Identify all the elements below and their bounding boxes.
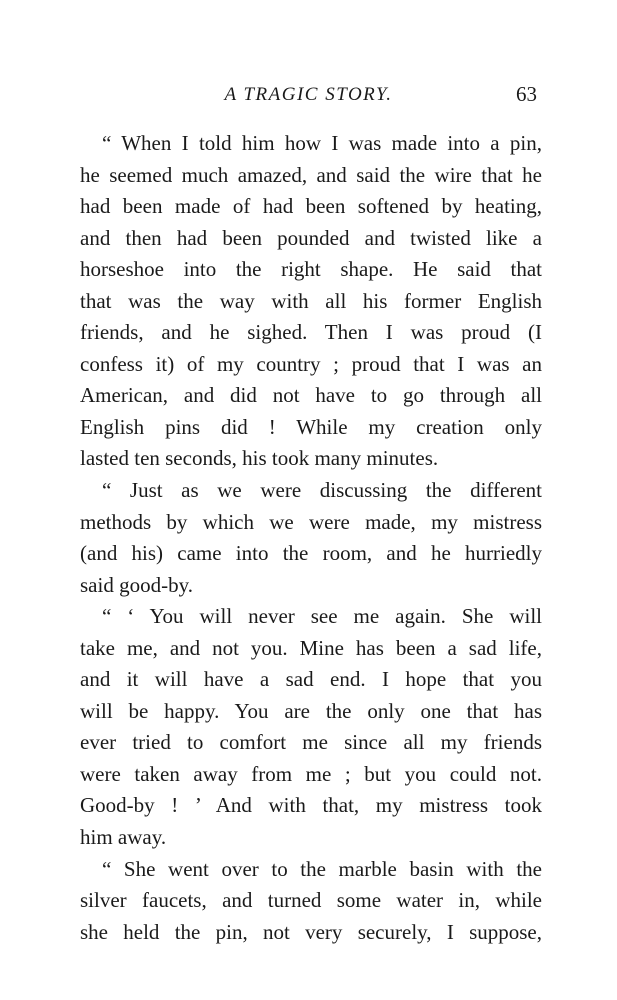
text-line: Good-by ! ’ And with that, my mistress took (80, 793, 542, 818)
text-line: take me, and not you. Mine has been a sad life, (80, 635, 542, 660)
text-line: had been made of had been softened by heating, (80, 194, 542, 219)
running-title: A TRAGIC STORY. (224, 84, 393, 105)
text-line: horseshoe into the right shape. He said that (80, 257, 542, 282)
text-line: and it will have a sad end. I hope that you (80, 667, 542, 692)
text-line: friends, and he sighed. Then I was proud (I (80, 320, 542, 345)
text-line: “ ‘ You will never see me again. She will (102, 604, 542, 629)
text-line: “ When I told him how I was made into a pin, (102, 131, 542, 155)
text-line: and then had been pounded and twisted like a (80, 225, 542, 250)
text-line: will be happy. You are the only one that has (80, 698, 542, 723)
text-line: him away. (80, 825, 167, 850)
text-line: she held the pin, not very securely, I suppose, (80, 919, 542, 944)
text-line: “ She went over to the marble basin with the (102, 856, 542, 881)
text-line: American, and did not have to go through all (80, 383, 542, 408)
text-line: confess it) of my country ; proud that I was an (80, 351, 542, 376)
text-line: were taken away from me ; but you could not. (80, 761, 542, 786)
text-line: methods by which we were made, my mistress (80, 509, 542, 534)
text-line: he seemed much amazed, and said the wire that he (80, 162, 542, 187)
text-line: “ Just as we were discussing the different (102, 478, 542, 503)
text-line: lasted ten seconds, his took many minutes. (80, 446, 439, 471)
text-line: silver faucets, and turned some water in, while (80, 888, 542, 913)
body-text (80, 128, 542, 948)
text-line: (and his) came into the room, and he hurriedly (80, 541, 542, 566)
text-line: said good-by. (80, 572, 193, 597)
text-line: English pins did ! While my creation only (80, 414, 542, 439)
running-head (0, 82, 617, 112)
text-line: ever tried to comfort me since all my friends (80, 730, 542, 755)
page-number: 63 (516, 82, 537, 106)
text-line: that was the way with all his former English (80, 288, 542, 313)
